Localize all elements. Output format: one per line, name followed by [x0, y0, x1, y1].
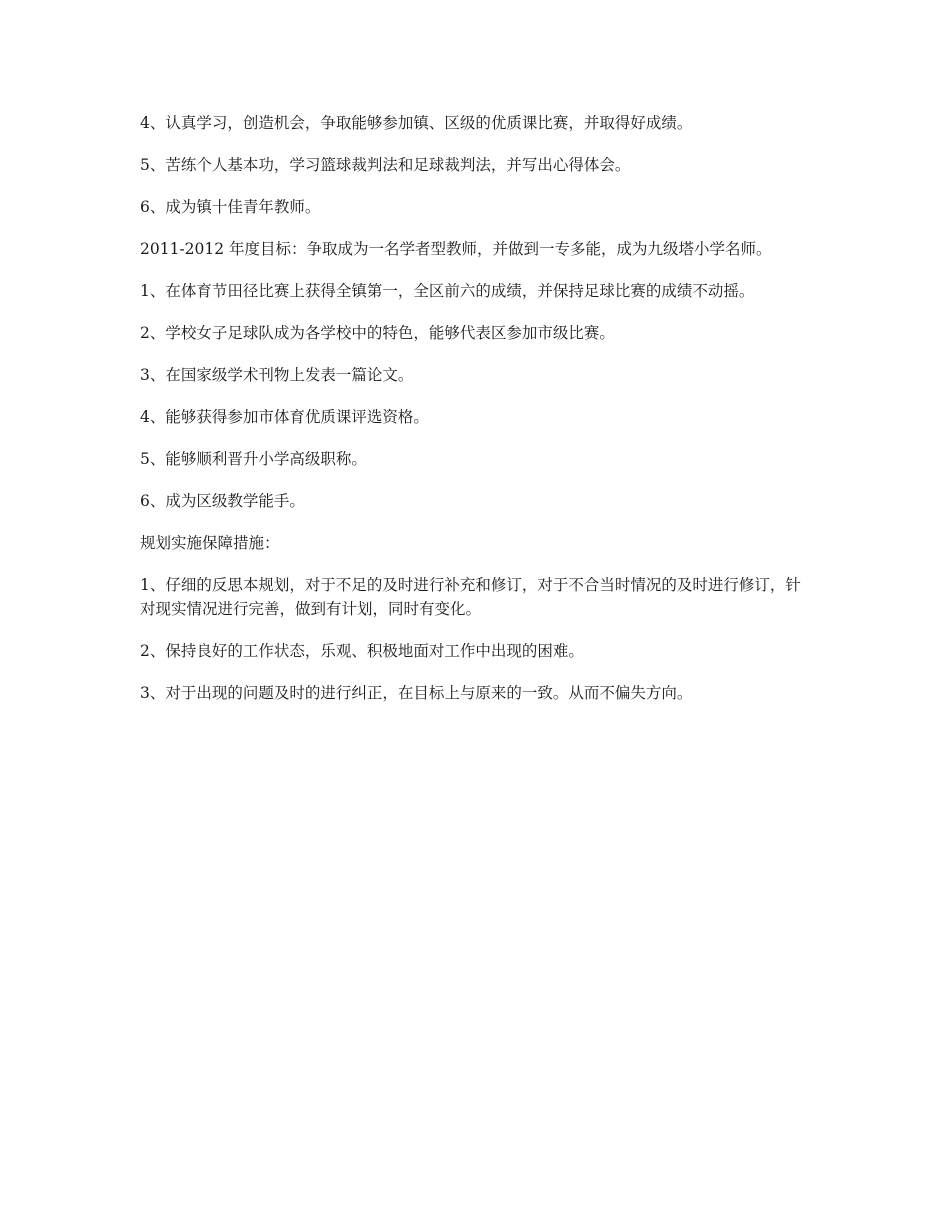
- paragraph-annual-goal-5: 5、能够顺利晋升小学高级职称。: [140, 450, 367, 468]
- paragraph-goal-5-referee: 5、苦练个人基本功，学习篮球裁判法和足球裁判法，并写出心得体会。: [140, 156, 631, 174]
- paragraph-annual-goal-1: 1、在体育节田径比赛上获得全镇第一，全区前六的成绩，并保持足球比赛的成绩不动摇。: [140, 282, 755, 300]
- paragraph-annual-goal-4: 4、能够获得参加市体育优质课评选资格。: [140, 408, 429, 426]
- paragraph-annual-goal-6: 6、成为区级教学能手。: [140, 492, 305, 510]
- paragraph-annual-goal-heading: 2011-2012 年度目标：争取成为一名学者型教师，并做到一专多能，成为九级塔小学名师。: [140, 240, 772, 258]
- document-body: [140, 111, 810, 723]
- section-heading-safeguards: 规划实施保障措施：: [140, 534, 280, 552]
- paragraph-annual-goal-2: 2、学校女子足球队成为各学校中的特色，能够代表区参加市级比赛。: [140, 324, 615, 342]
- paragraph-goal-4-compete: 4、认真学习，创造机会，争取能够参加镇、区级的优质课比赛，并取得好成绩。: [140, 114, 693, 132]
- paragraph-annual-goal-3: 3、在国家级学术刊物上发表一篇论文。: [140, 366, 414, 384]
- paragraph-goal-6-teacher: 6、成为镇十佳青年教师。: [140, 198, 321, 216]
- paragraph-safeguard-1: 1、仔细的反思本规划，对于不足的及时进行补充和修订，对于不合当时情况的及时进行修订，针对现实情况进行完善，做到有计划，同时有变化。: [140, 576, 801, 618]
- paragraph-safeguard-3: 3、对于出现的问题及时的进行纠正，在目标上与原来的一致。从而不偏失方向。: [140, 684, 693, 702]
- paragraph-safeguard-2: 2、保持良好的工作状态，乐观、积极地面对工作中出现的困难。: [140, 642, 584, 660]
